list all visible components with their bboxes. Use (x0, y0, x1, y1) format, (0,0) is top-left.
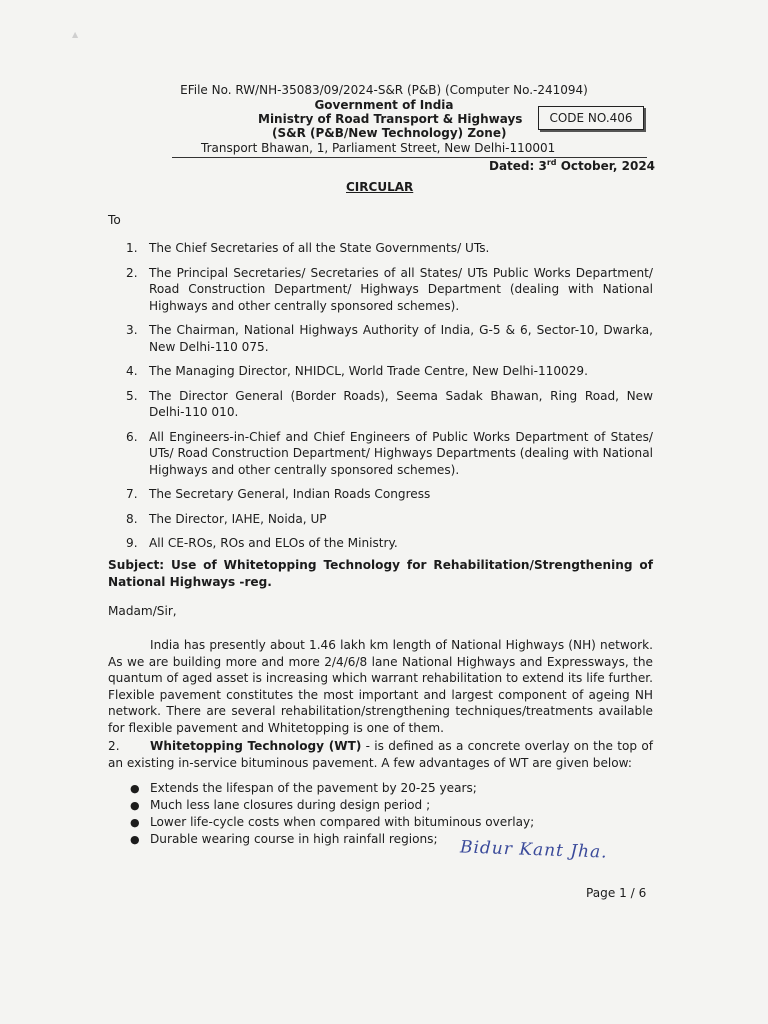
recipient-text: The Secretary General, Indian Roads Congress (149, 487, 431, 501)
advantage-item (108, 780, 653, 797)
government-line: Government of India (314, 98, 454, 112)
recipient-text: The Principal Secretaries/ Secretaries of all States/ UTs Public Works Department/ Road Construction Department/ Highways Department (dealing with National Highways and other centrally sponsored schemes). (149, 265, 653, 313)
recipient-number: 4. (126, 364, 138, 378)
advantage-text: Lower life-cycle costs when compared with bituminous overlay; (150, 815, 535, 829)
paragraph-1: India has presently about 1.46 lakh km length of National Highways (NH) network. As we are building more and more 2/4/6/8 lane National Highways and Expressways, the quantum of aged asset is increasing which warrant rehabilitation to extend its life further. Flexible pavement constitutes the most important and largest component of ageing NH network. There are several rehabilitation/strengthening techniques/treatments available for flexible pavement and Whitetopping is one of them. (108, 638, 653, 735)
recipient-text: All Engineers-in-Chief and Chief Engineers of Public Works Department of States/ UTs/ Road Construction Department/ Highways Departments (dealing with National Highways and other centrally sponsored schemes). (149, 429, 653, 477)
advantage-item (108, 814, 653, 831)
advantage-text: Extends the lifespan of the pavement by 20-25 years; (150, 781, 477, 795)
zone-line: (S&R (P&B/New Technology) Zone) (272, 126, 507, 140)
scan-mark: ▲ (72, 30, 79, 39)
recipient-number: 9. (126, 536, 138, 550)
address-line: Transport Bhawan, 1, Parliament Street, New Delhi-110001 (201, 141, 556, 155)
recipient-item (108, 535, 653, 552)
paragraph-2-number: 2. (108, 739, 120, 753)
advantage-text: Much less lane closures during design period ; (150, 798, 431, 812)
circular-title: CIRCULAR (346, 180, 414, 194)
paragraph-2-text: - is defined as a concrete overlay on the top of an existing in-service bituminous pavement. A few advantages of WT are given below: (108, 739, 653, 770)
recipient-item (108, 265, 653, 315)
recipient-item (108, 388, 653, 421)
efile-number: EFile No. RW/NH-35083/09/2024-S&R (P&B) (Computer No.-241094) (180, 83, 588, 97)
recipient-number: 2. (126, 265, 138, 280)
code-number-box: CODE NO.406 (538, 106, 644, 130)
ministry-line: Ministry of Road Transport & Highways (258, 112, 523, 126)
bullet-icon: ● (130, 782, 140, 795)
subject-label: Subject: (108, 558, 165, 572)
subject-line (108, 557, 653, 590)
recipient-text: The Chief Secretaries of all the State Governments/ UTs. (149, 241, 490, 255)
recipient-item (108, 429, 653, 479)
recipient-list (108, 240, 653, 560)
recipient-number: 3. (126, 323, 138, 337)
bullet-icon: ● (130, 816, 140, 829)
recipient-text: The Chairman, National Highways Authority of India, G-5 & 6, Sector-10, Dwarka, New Delhi-110 075. (149, 323, 653, 354)
recipient-number: 7. (126, 487, 138, 501)
bullet-icon: ● (130, 833, 140, 846)
salutation: Madam/Sir, (108, 604, 177, 618)
recipient-number: 8. (126, 511, 138, 526)
recipient-text: The Managing Director, NHIDCL, World Trade Centre, New Delhi-110029. (149, 364, 588, 378)
recipient-text: All CE-ROs, ROs and ELOs of the Ministry. (149, 536, 398, 550)
dated-suffix: October, 2024 (556, 159, 656, 173)
recipient-item (108, 322, 653, 355)
to-label: To (108, 213, 121, 227)
recipient-number: 6. (126, 429, 138, 444)
recipient-text: The Director, IAHE, Noida, UP (149, 511, 327, 526)
recipient-number: 5. (126, 388, 138, 403)
dated-line (489, 158, 655, 173)
paragraph-2-term: Whitetopping Technology (WT) (150, 739, 362, 753)
page-number: Page 1 / 6 (586, 886, 647, 900)
paragraph-2 (108, 738, 653, 771)
advantages-list (108, 780, 653, 848)
recipient-number: 1. (126, 241, 138, 255)
dated-superscript: rd (546, 158, 557, 167)
handwritten-signature: Bidur Kant Jha. (459, 837, 608, 863)
dated-prefix: Dated: 3 (489, 159, 547, 173)
recipient-text: The Director General (Border Roads), Seema Sadak Bhawan, Ring Road, New Delhi-110 010. (149, 388, 653, 419)
advantage-text: Durable wearing course in high rainfall regions; (150, 832, 438, 846)
recipient-item (108, 240, 653, 257)
advantage-item (108, 797, 653, 814)
bullet-icon: ● (130, 799, 140, 812)
subject-text: Use of Whitetopping Technology for Rehabilitation/Strengthening of National Highways -reg. (108, 558, 653, 589)
recipient-item (108, 363, 653, 380)
recipient-item (108, 486, 653, 503)
recipient-item (108, 511, 653, 528)
